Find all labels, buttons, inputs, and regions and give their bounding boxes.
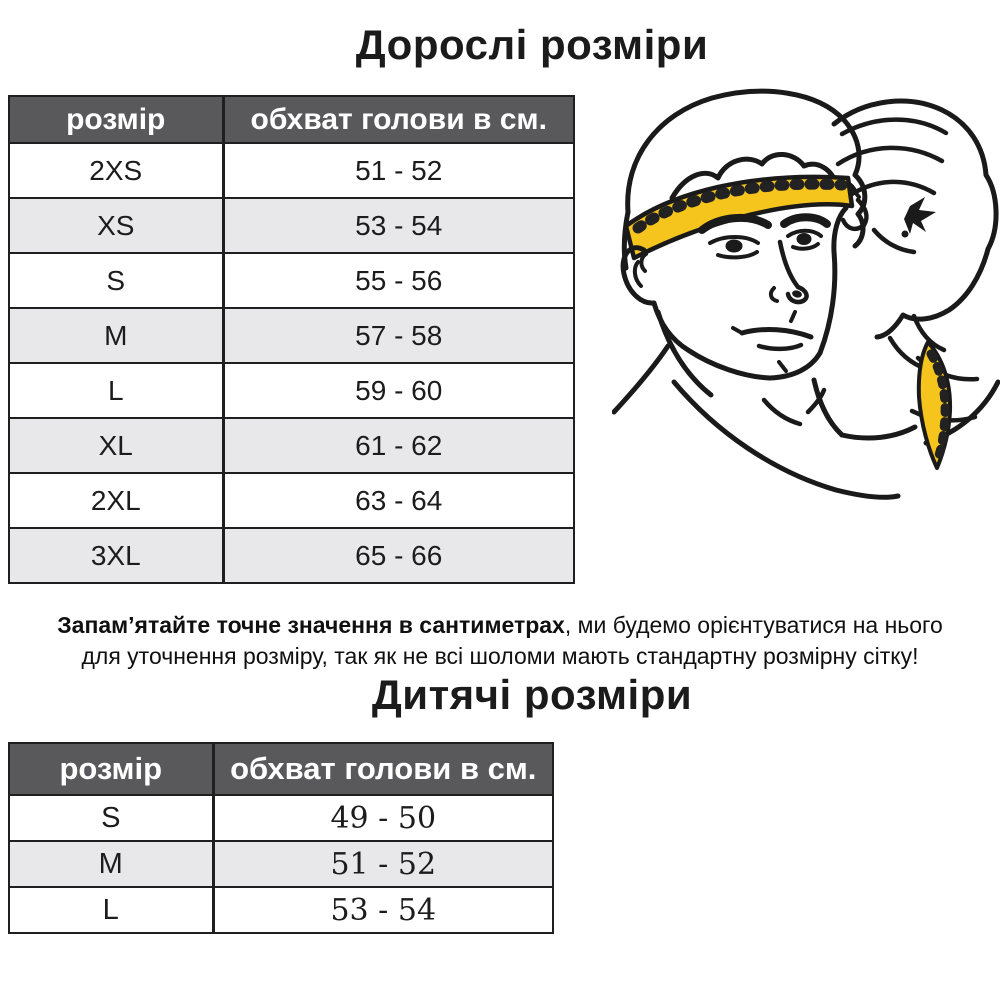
left-eye-lower-line bbox=[718, 252, 757, 257]
table-header-row bbox=[9, 743, 553, 795]
chin-crease-line bbox=[779, 362, 786, 371]
size-cell: M bbox=[9, 308, 223, 363]
table-row bbox=[9, 253, 574, 308]
knuckle-accent-shape bbox=[904, 197, 936, 234]
table-row bbox=[9, 198, 574, 253]
adult-size-table bbox=[8, 95, 575, 584]
circumference-cell: 51 - 52 bbox=[213, 841, 553, 887]
knuckle-accent-dot bbox=[902, 231, 909, 238]
table-row bbox=[9, 473, 574, 528]
mouth-line bbox=[742, 330, 811, 337]
jaw-right-line bbox=[770, 353, 820, 378]
size-column-header: розмір bbox=[9, 743, 213, 795]
table-row bbox=[9, 795, 553, 841]
circumference-cell: 51 - 52 bbox=[223, 143, 574, 198]
note-regular-text: , ми будемо орієнтуватися на нього bbox=[564, 612, 943, 638]
circumference-cell: 63 - 64 bbox=[223, 473, 574, 528]
collar-line-a bbox=[764, 400, 800, 424]
table-row bbox=[9, 418, 574, 473]
right-eye-pupil bbox=[797, 233, 812, 245]
circumference-column-header: обхват голови в см. bbox=[223, 96, 574, 143]
size-cell: S bbox=[9, 253, 223, 308]
size-cell: XS bbox=[9, 198, 223, 253]
left-eyebrow bbox=[702, 218, 768, 230]
circumference-cell: 53 - 54 bbox=[223, 198, 574, 253]
philtrum-line bbox=[791, 312, 795, 321]
note-second-line: для уточнення розміру, так як не всі шоломи мають стандартну розмірну сітку! bbox=[81, 643, 919, 669]
kids-sizes-title: Дитячі розміри bbox=[371, 671, 693, 718]
table-row bbox=[9, 887, 553, 933]
right-eyebrow bbox=[784, 217, 827, 224]
table-row bbox=[9, 363, 574, 418]
table-row bbox=[9, 528, 574, 583]
neck-right-line bbox=[814, 380, 842, 435]
size-cell: XL bbox=[9, 418, 223, 473]
mouth-corner-line bbox=[733, 328, 742, 333]
table-row bbox=[9, 841, 553, 887]
adult-sizes-title: Дорослі розміри bbox=[355, 21, 709, 68]
ear-notch-line bbox=[641, 254, 646, 271]
circumference-cell: 55 - 56 bbox=[223, 253, 574, 308]
finger-line-1 bbox=[842, 120, 946, 134]
circumference-cell: 65 - 66 bbox=[223, 528, 574, 583]
circumference-cell: 57 - 58 bbox=[223, 308, 574, 363]
finger-line-2 bbox=[838, 148, 942, 164]
circumference-cell: 49 - 50 bbox=[213, 795, 553, 841]
size-cell: S bbox=[9, 795, 213, 841]
circumference-cell: 53 - 54 bbox=[213, 887, 553, 933]
measurement-note bbox=[0, 610, 1000, 672]
lower-lip-line bbox=[759, 345, 801, 349]
shoulder-right-line bbox=[842, 427, 915, 438]
size-cell: M bbox=[9, 841, 213, 887]
size-cell: L bbox=[9, 887, 213, 933]
circumference-cell: 59 - 60 bbox=[223, 363, 574, 418]
table-header-row bbox=[9, 96, 574, 143]
size-cell: 3XL bbox=[9, 528, 223, 583]
kids-size-table bbox=[8, 742, 554, 934]
shoulder-left-line bbox=[614, 346, 668, 412]
size-cell: 2XS bbox=[9, 143, 223, 198]
table-row bbox=[9, 143, 574, 198]
head-measurement-illustration bbox=[612, 80, 1000, 602]
circumference-cell: 61 - 62 bbox=[223, 418, 574, 473]
size-cell: 2XL bbox=[9, 473, 223, 528]
left-eye-pupil bbox=[726, 240, 743, 253]
size-cell: L bbox=[9, 363, 223, 418]
circumference-column-header: обхват голови в см. bbox=[213, 743, 553, 795]
nose-wing-line bbox=[771, 288, 777, 301]
size-column-header: розмір bbox=[9, 96, 223, 143]
face-right-edge-line bbox=[820, 208, 846, 353]
note-bold-text: Запам’ятайте точне значення в сантиметрах bbox=[57, 612, 565, 638]
table-row bbox=[9, 308, 574, 363]
